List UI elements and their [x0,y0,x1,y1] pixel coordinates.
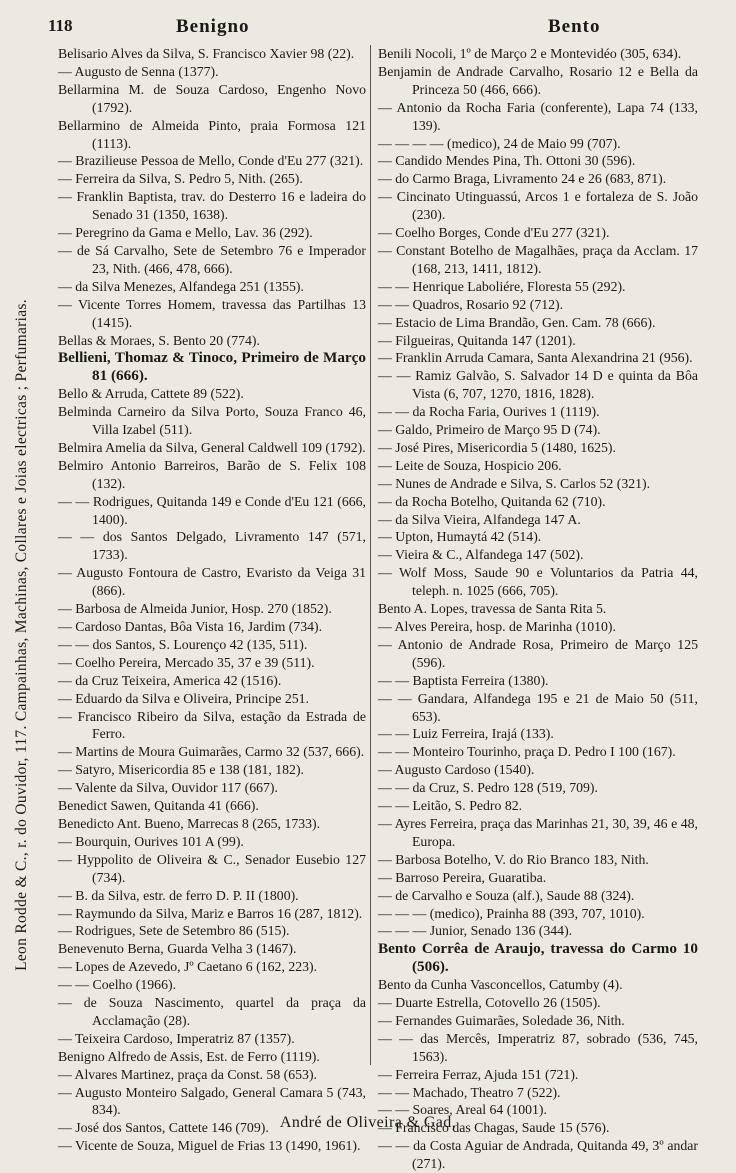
directory-entry: — Augusto Fontoura de Castro, Evaristo da Veiga 31 (866). [58,565,366,599]
directory-entry: — de Souza Nascimento, quartel da praça da Acclamação (28). [58,995,366,1028]
directory-entry: — — da Rocha Faria, Ourives 1 (1119). [378,404,600,420]
directory-entry: Bello & Arruda, Cattete 89 (522). [58,386,244,402]
directory-entry: — — dos Santos, S. Lourenço 42 (135, 511). [58,636,308,652]
directory-entry: — Antonio da Rocha Faria (conferente), Lapa 74 (133, 139). [378,99,698,133]
directory-entry: — Francisco Ribeiro da Silva, estação da Estrada de Ferro. [58,708,366,742]
directory-entry: — — Coelho (1966). [58,977,177,993]
directory-entry: — Duarte Estrella, Cotovello 26 (1505). [378,995,601,1011]
side-advertisement: Leon Rodde & C., r. do Ouvidor, 117. Campainhas, Machinas, Collares e Joias electricas ; Perfumarias. [13,299,30,971]
directory-entry: — Augusto Cardoso (1540). [378,762,535,778]
directory-entry: — da Cruz Teixeira, America 42 (1516). [58,672,282,688]
directory-entry: — Hyppolito de Oliveira & C., Senador Eusebio 127 (734). [58,851,366,885]
directory-entry: Benili Nocoli, 1º de Março 2 e Montevidéo (305, 634). [378,46,682,61]
directory-entry: — — Baptista Ferreira (1380). [378,672,549,688]
directory-entry: — Coelho Borges, Conde d'Eu 277 (321). [378,225,610,241]
directory-entry: — — Rodrigues, Quitanda 149 e Conde d'Eu 121 (666, 1400). [58,493,366,527]
directory-entry: — Brazilieuse Pessoa de Mello, Conde d'Eu 277 (321). [58,153,364,169]
directory-entry: Bento Corrêa de Araujo, travessa do Carmo 10 (506). [378,940,698,976]
directory-entry: — Barroso Pereira, Guaratiba. [378,869,547,885]
directory-entry: — da Silva Vieira, Alfandega 147 A. [378,511,581,527]
directory-entry: — Eduardo da Silva e Oliveira, Principe 251. [58,690,309,706]
directory-entry: — Lopes de Azevedo, Jº Caetano 6 (162, 223). [58,959,318,975]
directory-entry: — Leite de Souza, Hospicio 206. [378,457,562,473]
directory-entry: — Bourquin, Ourives 101 A (99). [58,833,244,849]
directory-entry: — — das Mercês, Imperatriz 87, sobrado (536, 745, 1563). [378,1030,698,1064]
directory-entry: Bento A. Lopes, travessa de Santa Rita 5. [378,601,607,617]
directory-entry: — Estacio de Lima Brandão, Gen. Cam. 78 (666). [378,314,656,330]
directory-entry: Bellas & Moraes, S. Bento 20 (774). [58,332,260,348]
directory-entry: — — dos Santos Delgado, Livramento 147 (571, 1733). [58,529,366,563]
directory-entry: — — Luiz Ferreira, Irajá (133). [378,726,554,742]
directory-entry: — Wolf Moss, Saude 90 e Voluntarios da Patria 44, teleph. n. 1025 (666, 705). [378,565,698,599]
directory-entry: — da Rocha Botelho, Quitanda 62 (710). [378,493,606,509]
directory-entry: — — — Junior, Senado 136 (344). [378,923,573,939]
directory-entry: — Upton, Humaytá 42 (514). [378,529,542,545]
directory-entry: — Alvares Martinez, praça da Const. 58 (653). [58,1066,318,1082]
directory-entry: — — Soares, Areal 64 (1001). [378,1102,547,1118]
directory-entry: Belisario Alves da Silva, S. Francisco Xavier 98 (22). [58,46,355,61]
directory-entry: — Candido Mendes Pina, Th. Ottoni 30 (596). [378,153,636,169]
directory-entry: — Vicente de Souza, Miguel de Frias 13 (1490, 1961). [58,1138,361,1154]
directory-entry: — de Carvalho e Souza (alf.), Saude 88 (324). [378,887,635,903]
directory-entry: — Constant Botelho de Magalhães, praça da Acclam. 17 (168, 213, 1411, 1812). [378,242,698,276]
directory-entry: Benedict Sawen, Quitanda 41 (666). [58,798,259,814]
directory-entry: — — — — (medico), 24 de Maio 99 (707). [378,135,621,151]
directory-entry: — — Ramiz Galvão, S. Salvador 14 D e quinta da Bôa Vista (6, 707, 1270, 1816, 1828). [378,368,698,402]
directory-entry: — Barbosa de Almeida Junior, Hosp. 270 (1852). [58,601,332,617]
directory-entry: — Satyro, Misericordia 85 e 138 (181, 182). [58,762,304,778]
page-number: 118 [48,16,73,35]
directory-entry: — Vieira & C., Alfandega 147 (502). [378,547,584,563]
header-left-word: Benigno [176,16,250,37]
directory-entry: — Ayres Ferreira, praça das Marinhas 21, 30, 39, 46 e 48, Europa. [378,815,698,849]
directory-entry: Bellarmino de Almeida Pinto, praia Formosa 121 (1113). [58,117,366,151]
directory-entry: — Vicente Torres Homem, travessa das Partilhas 13 (1415). [58,296,366,330]
right-column [378,45,698,1173]
directory-entry: — Cardoso Dantas, Bôa Vista 16, Jardim (734). [58,619,323,634]
directory-entry: — Galdo, Primeiro de Março 95 D (74). [378,422,601,438]
directory-entry: — — — (medico), Prainha 88 (393, 707, 1010). [378,905,645,921]
directory-entry: — — Monteiro Tourinho, praça D. Pedro I 100 (167). [378,744,676,760]
directory-entry: — — Quadros, Rosario 92 (712). [378,296,564,312]
directory-entry: Bellieni, Thomaz & Tinoco, Primeiro de Março 81 (666). [58,349,366,385]
directory-entry: — Rodrigues, Sete de Setembro 86 (515). [58,923,290,939]
directory-entry: — Nunes de Andrade e Silva, S. Carlos 52 (321). [378,475,651,491]
directory-entry: — Coelho Pereira, Mercado 35, 37 e 39 (511). [58,654,315,670]
directory-entry: — — da Cruz, S. Pedro 128 (519, 709). [378,780,598,796]
directory-entry: Belmira Amelia da Silva, General Caldwell 109 (1792). [58,439,366,455]
directory-entry: Benedicto Ant. Bueno, Marrecas 8 (265, 1733). [58,815,321,831]
directory-entry: — Raymundo da Silva, Mariz e Barros 16 (287, 1812). [58,905,363,921]
directory-entry: Bento da Cunha Vasconcellos, Catumby (4). [378,977,623,993]
directory-entry: — Martins de Moura Guimarães, Carmo 32 (537, 666). [58,744,365,760]
directory-entry: Benjamin de Andrade Carvalho, Rosario 12 e Bella da Princeza 50 (466, 666). [378,63,698,97]
directory-entry: — Augusto de Senna (1377). [58,63,219,79]
directory-entry: — da Silva Menezes, Alfandega 251 (1355). [58,278,304,294]
directory-entry: — Teixeira Cardoso, Imperatriz 87 (1357). [58,1030,295,1046]
directory-entry: — Valente da Silva, Ouvidor 117 (667). [58,780,278,796]
directory-entry: — Ferreira da Silva, S. Pedro 5, Nith. (265). [58,171,303,187]
directory-entry: — Peregrino da Gama e Mello, Lav. 36 (292). [58,225,313,241]
directory-entry: Belminda Carneiro da Silva Porto, Souza Franco 46, Villa Izabel (511). [58,404,366,438]
directory-entry: — Franklin Arruda Camara, Santa Alexandrina 21 (956). [378,350,693,366]
directory-entry: — Filgueiras, Quitanda 147 (1201). [378,332,576,348]
directory-entry: Belmiro Antonio Barreiros, Barão de S. Felix 108 (132). [58,457,366,491]
directory-entry: Benevenuto Berna, Guarda Velha 3 (1467). [58,941,297,957]
directory-entry: — do Carmo Braga, Livramento 24 e 26 (683, 871). [378,171,667,187]
directory-entry: — — da Costa Aguiar de Andrada, Quitanda 49, 3º andar (271). [378,1138,698,1172]
directory-entry: — José Pires, Misericordia 5 (1480, 1625). [378,439,616,455]
directory-entry: — — Leitão, S. Pedro 82. [378,798,523,814]
directory-entry: — — Henrique Laboliére, Floresta 55 (292). [378,278,626,294]
directory-entry: — B. da Silva, estr. de ferro D. P. II (1800). [58,887,299,903]
directory-entry: Bellarmina M. de Souza Cardoso, Engenho Novo (1792). [58,81,366,115]
directory-entry: — Ferreira Ferraz, Ajuda 151 (721). [378,1066,579,1082]
directory-entry: — Antonio de Andrade Rosa, Primeiro de Março 125 (596). [378,636,698,670]
directory-entry: — Augusto Monteiro Salgado, General Camara 5 (743, 834). [58,1084,366,1118]
directory-entry: — — Machado, Theatro 7 (522). [378,1084,561,1100]
page-header [0,14,736,44]
directory-entry: — Barbosa Botelho, V. do Rio Branco 183, Nith. [378,851,649,867]
directory-entry: — Alves Pereira, hosp. de Marinha (1010). [378,619,616,634]
directory-entry: — Franklin Baptista, trav. do Desterro 16 e ladeira do Senado 31 (1350, 1638). [58,189,366,223]
directory-entry: — Fernandes Guimarães, Soledade 36, Nith. [378,1012,625,1028]
directory-entry: — Cincinato Utinguassú, Arcos 1 e fortaleza de S. João (230). [378,189,698,223]
footer-advertiser: André de Oliveira & Gad, [279,1114,457,1131]
directory-entry: — — Gandara, Alfandega 195 e 21 de Maio 50 (511, 653). [378,690,698,724]
directory-entry: — José dos Santos, Cattete 146 (709). [58,1120,269,1136]
directory-entry: Benigno Alfredo de Assis, Est. de Ferro (1119). [58,1048,320,1064]
header-right-word: Bento [548,16,601,37]
directory-entry: — Francisco das Chagas, Saude 15 (576). [378,1120,610,1136]
directory-entry: — de Sá Carvalho, Sete de Setembro 76 e Imperador 23, Nith. (466, 478, 666). [58,242,366,276]
